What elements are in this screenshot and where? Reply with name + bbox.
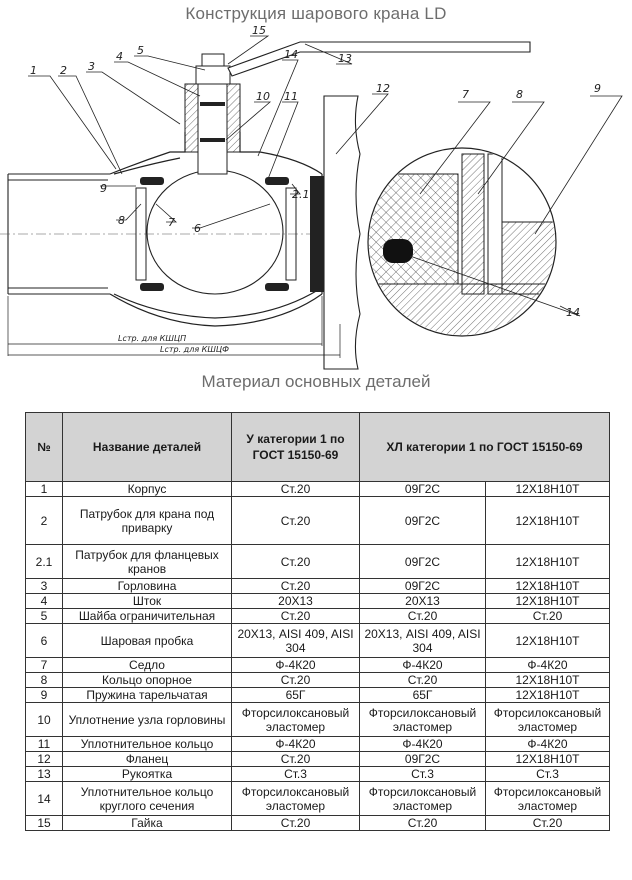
cell-no: 7: [26, 658, 63, 673]
cell-hl-b: Ст.20: [486, 609, 610, 624]
cell-name: Шаровая пробка: [63, 624, 232, 658]
callout-12: 12: [376, 82, 390, 95]
materials-title: Материал основных деталей: [201, 372, 431, 391]
header-name: Название деталей: [63, 413, 232, 482]
cell-hl-a: Ф-4К20: [360, 658, 486, 673]
cell-u1: Ф-4К20: [232, 658, 360, 673]
cell-name: Уплотнение узла горловины: [63, 703, 232, 737]
header-u1: У категории 1 по ГОСТ 15150-69: [232, 413, 360, 482]
cell-hl-b: 12Х18Н10Т: [486, 497, 610, 545]
cell-hl-b: Фторсилоксановый эластомер: [486, 782, 610, 816]
detail-callout-8: 8: [516, 88, 523, 101]
table-row: [26, 703, 610, 737]
cell-no: 3: [26, 579, 63, 594]
callout-3: 3: [88, 60, 95, 73]
cell-no: 14: [26, 782, 63, 816]
cell-hl-b: Фторсилоксановый эластомер: [486, 703, 610, 737]
cell-hl-a: Ф-4К20: [360, 737, 486, 752]
callout-5: 5: [137, 44, 144, 57]
cell-u1: Ст.20: [232, 816, 360, 831]
table-row: [26, 673, 610, 688]
cell-no: 11: [26, 737, 63, 752]
cell-hl-a: 09Г2С: [360, 579, 486, 594]
cell-name: Корпус: [63, 482, 232, 497]
cell-u1: Фторсилоксановый эластомер: [232, 703, 360, 737]
header-no: №: [26, 413, 63, 482]
table-row: [26, 782, 610, 816]
cell-hl-a: 65Г: [360, 688, 486, 703]
cell-name: Кольцо опорное: [63, 673, 232, 688]
cell-u1: Ст.20: [232, 545, 360, 579]
ball-plug: [147, 170, 283, 294]
callout-7: 7: [168, 216, 175, 229]
cell-hl-b: 12Х18Н10Т: [486, 594, 610, 609]
callout-11: 11: [284, 90, 298, 103]
cell-hl-a: 09Г2С: [360, 545, 486, 579]
table-row: [26, 497, 610, 545]
cell-u1: Ст.20: [232, 497, 360, 545]
cell-u1: 65Г: [232, 688, 360, 703]
cell-hl-a: Фторсилоксановый эластомер: [360, 703, 486, 737]
cell-hl-b: Ф-4К20: [486, 658, 610, 673]
cell-name: Шток: [63, 594, 232, 609]
callout-8: 8: [118, 214, 125, 227]
flange: [310, 96, 360, 369]
cell-hl-a: 09Г2С: [360, 752, 486, 767]
cell-name: Седло: [63, 658, 232, 673]
cell-hl-a: 09Г2С: [360, 497, 486, 545]
cell-no: 13: [26, 767, 63, 782]
cell-no: 4: [26, 594, 63, 609]
cell-hl-a: 20Х13, AISI 409, AISI 304: [360, 624, 486, 658]
cell-name: Горловина: [63, 579, 232, 594]
callout-14: 14: [284, 48, 298, 61]
cell-name: Патрубок для крана под приварку: [63, 497, 232, 545]
cell-u1: 20Х13: [232, 594, 360, 609]
callout-2: 2: [60, 64, 67, 77]
cell-hl-a: Ст.20: [360, 673, 486, 688]
callout-4: 4: [116, 50, 123, 63]
cell-u1: Ст.20: [232, 482, 360, 497]
cell-u1: Ст.20: [232, 579, 360, 594]
table-row: [26, 545, 610, 579]
table-row: [26, 624, 610, 658]
cell-hl-b: Ст.3: [486, 767, 610, 782]
table-row: [26, 579, 610, 594]
detail-callout-14: 14: [566, 306, 580, 319]
callout-6: 6: [194, 222, 201, 235]
cell-u1: Ст.20: [232, 752, 360, 767]
table-row: [26, 609, 610, 624]
cell-hl-a: Ст.3: [360, 767, 486, 782]
cell-hl-b: 12Х18Н10Т: [486, 579, 610, 594]
callout-2-1: 2.1: [292, 188, 310, 201]
table-row: [26, 688, 610, 703]
valve-drawing: [0, 24, 632, 370]
callout-9: 9: [100, 182, 107, 195]
cell-no: 1: [26, 482, 63, 497]
callout-10: 10: [256, 90, 270, 103]
cell-name: Рукоятка: [63, 767, 232, 782]
cell-hl-b: Ст.20: [486, 816, 610, 831]
materials-table: [25, 412, 610, 831]
cell-name: Гайка: [63, 816, 232, 831]
dim-label-kshp: Lстр. для КШЦП: [118, 334, 187, 343]
cell-hl-b: Ф-4К20: [486, 737, 610, 752]
cell-name: Пружина тарельчатая: [63, 688, 232, 703]
cell-name: Патрубок для фланцевых кранов: [63, 545, 232, 579]
cell-hl-b: 12Х18Н10Т: [486, 545, 610, 579]
cell-no: 15: [26, 816, 63, 831]
cell-hl-b: 12Х18Н10Т: [486, 752, 610, 767]
handle: [228, 42, 530, 76]
detail-view: [368, 148, 562, 344]
cell-no: 8: [26, 673, 63, 688]
cell-u1: Ст.3: [232, 767, 360, 782]
cell-name: Уплотнительное кольцо круглого сечения: [63, 782, 232, 816]
cell-u1: Ф-4К20: [232, 737, 360, 752]
cell-hl-b: 12Х18Н10Т: [486, 482, 610, 497]
header-hl1: ХЛ категории 1 по ГОСТ 15150-69: [360, 413, 610, 482]
table-row: [26, 737, 610, 752]
callout-1: 1: [30, 64, 37, 77]
cell-hl-a: Фторсилоксановый эластомер: [360, 782, 486, 816]
cell-u1: Ст.20: [232, 673, 360, 688]
cell-no: 10: [26, 703, 63, 737]
table-row: [26, 594, 610, 609]
cell-hl-a: 20Х13: [360, 594, 486, 609]
cell-u1: 20Х13, AISI 409, AISI 304: [232, 624, 360, 658]
dim-label-kshf: Lстр. для КШЦФ: [160, 345, 230, 354]
cell-hl-a: Ст.20: [360, 816, 486, 831]
cell-name: Шайба ограничительная: [63, 609, 232, 624]
table-header-row: [26, 413, 610, 482]
cell-name: Фланец: [63, 752, 232, 767]
cell-u1: Ст.20: [232, 609, 360, 624]
table-row: [26, 767, 610, 782]
cell-name: Уплотнительное кольцо: [63, 737, 232, 752]
detail-callout-7: 7: [462, 88, 469, 101]
cell-hl-b: 12Х18Н10Т: [486, 688, 610, 703]
cell-hl-b: 12Х18Н10Т: [486, 624, 610, 658]
callout-13: 13: [338, 52, 352, 65]
table-row: [26, 752, 610, 767]
cell-u1: Фторсилоксановый эластомер: [232, 782, 360, 816]
cell-no: 6: [26, 624, 63, 658]
table-row: [26, 816, 610, 831]
cell-no: 2.1: [26, 545, 63, 579]
cell-hl-a: 09Г2С: [360, 482, 486, 497]
cell-hl-b: 12Х18Н10Т: [486, 673, 610, 688]
table-row: [26, 482, 610, 497]
callout-15: 15: [252, 24, 266, 37]
detail-callout-9: 9: [594, 82, 601, 95]
cell-no: 12: [26, 752, 63, 767]
cell-hl-a: Ст.20: [360, 609, 486, 624]
construction-title: Конструкция шарового крана LD: [185, 4, 447, 23]
cell-no: 9: [26, 688, 63, 703]
cell-no: 5: [26, 609, 63, 624]
table-row: [26, 658, 610, 673]
cell-no: 2: [26, 497, 63, 545]
